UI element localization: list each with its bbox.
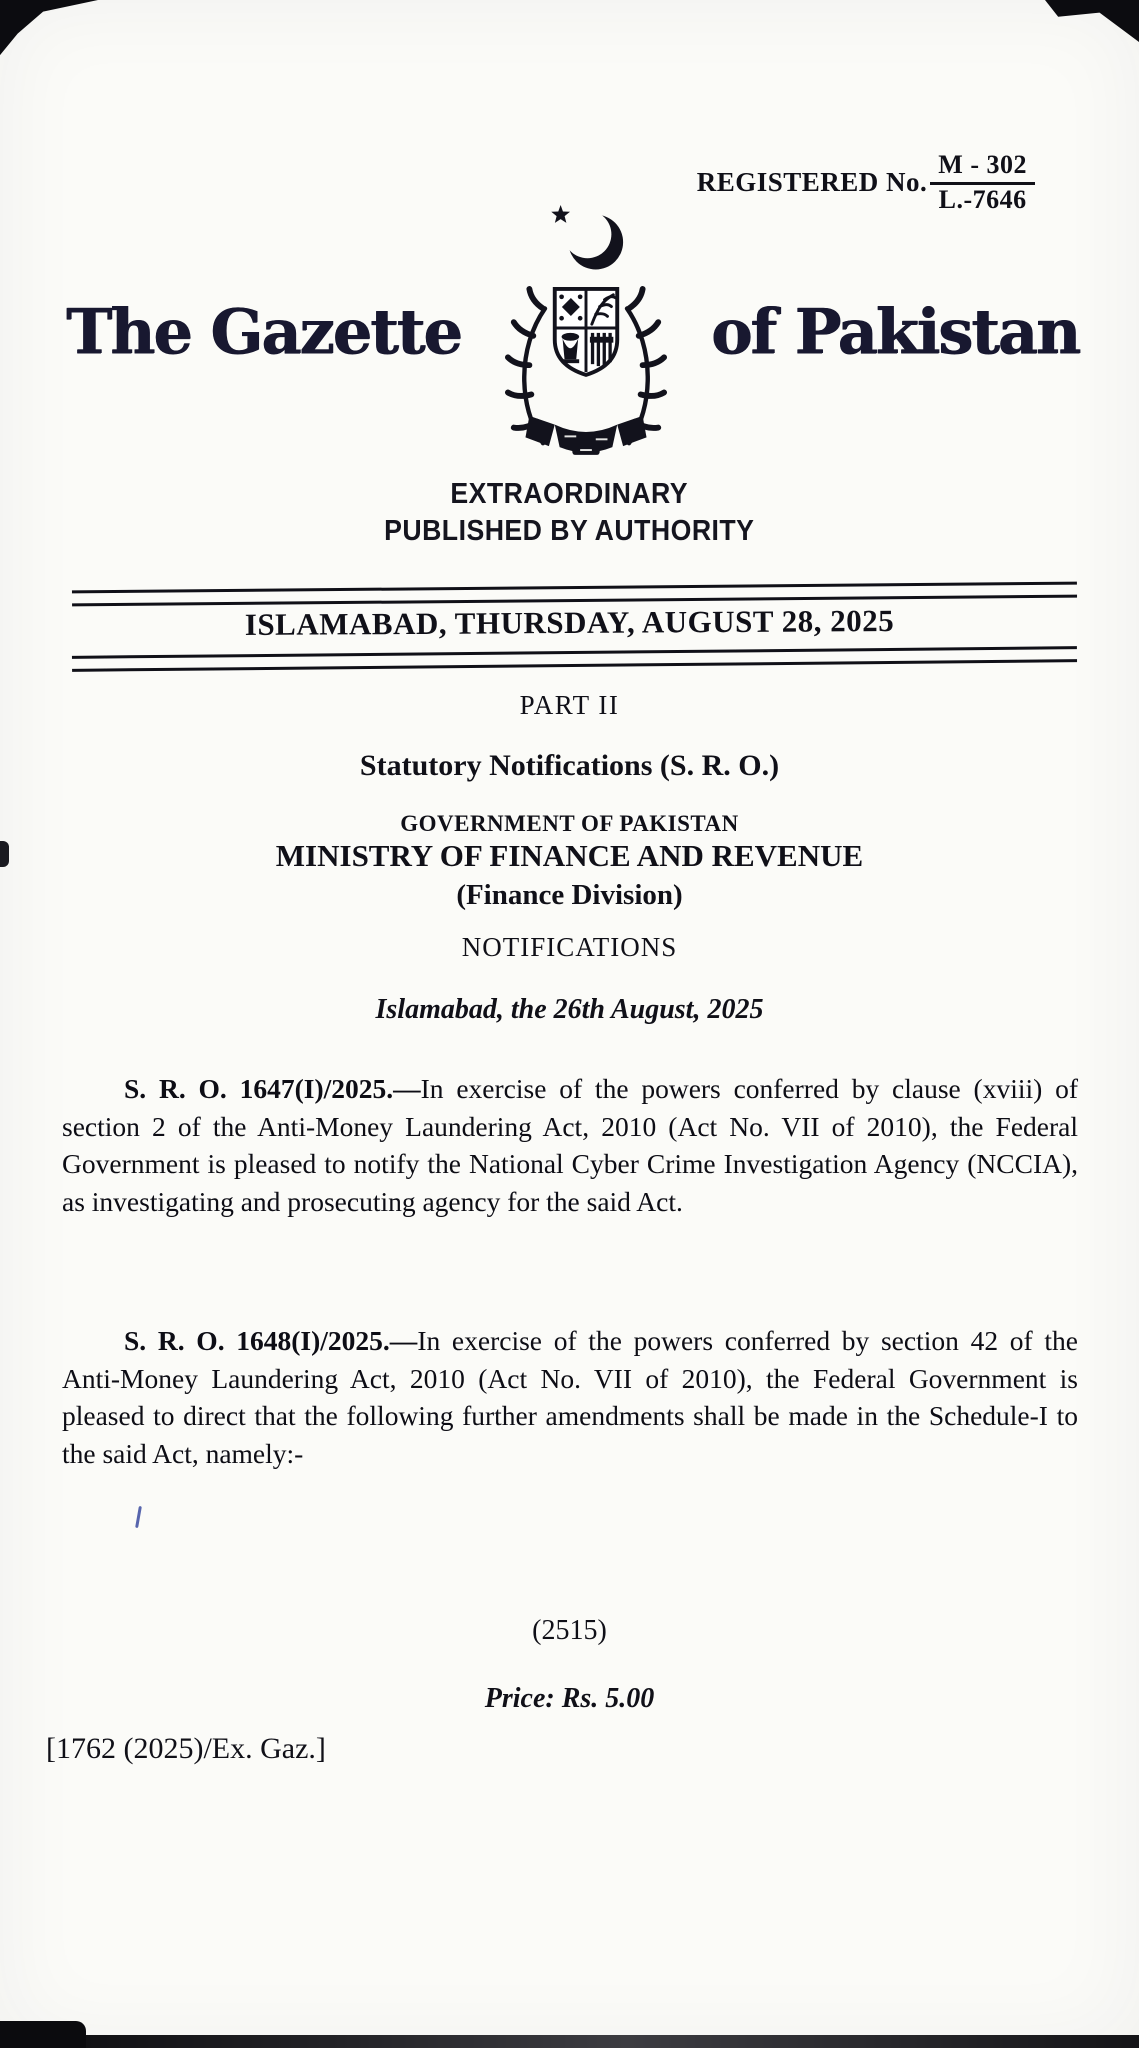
place-and-date: Islamabad, the 26th August, 2025 xyxy=(375,994,764,1025)
government-heading: GOVERNMENT OF PAKISTAN xyxy=(400,811,739,836)
sro-number-1648: S. R. O. 1648(I)/2025.— xyxy=(124,1325,418,1356)
section-title: Statutory Notifications (S. R. O.) xyxy=(359,749,780,782)
notification-paragraph-1 xyxy=(62,1070,1078,1220)
notifications-heading: NOTIFICATIONS xyxy=(461,932,678,962)
registered-label: REGISTERED No. xyxy=(696,167,928,198)
scan-artifact-top-right xyxy=(1045,0,1139,42)
price-line: Price: Rs. 5.00 xyxy=(484,1683,655,1714)
scan-artifact-bottom-left xyxy=(0,2021,86,2048)
dateline: ISLAMABAD, THURSDAY, AUGUST 28, 2025 xyxy=(244,603,895,642)
registered-number-bottom: L.-7646 xyxy=(938,184,1027,214)
notification-paragraph-2 xyxy=(62,1322,1078,1472)
part-heading: PART II xyxy=(519,690,620,720)
footer-reference: [1762 (2025)/Ex. Gaz.] xyxy=(46,1732,326,1765)
pakistan-emblem-icon xyxy=(504,198,668,465)
gazette-subtitle xyxy=(0,476,1139,550)
notification-body-1648: In exercise of the powers conferred by section 42 of the Anti-Money Laundering Act, 2010 (Act No. VII of 2010), the Federal Government is pleased to direct that the following further amendments shall be made in the Schedule-I to the said Act, namely:- xyxy=(62,1325,1078,1469)
double-rule-bottom xyxy=(72,646,1077,672)
masthead-title-left: The Gazette xyxy=(66,294,461,368)
masthead-title-right: of Pakistan xyxy=(710,294,1079,368)
masthead xyxy=(66,194,1079,468)
scan-artifact-top-left xyxy=(0,0,98,58)
division-heading: (Finance Division) xyxy=(456,879,683,911)
sro-number-1647: S. R. O. 1647(I)/2025.— xyxy=(124,1073,421,1104)
scan-artifact-bottom-strip xyxy=(0,2035,1139,2048)
ministry-heading: MINISTRY OF FINANCE AND REVENUE xyxy=(275,838,864,873)
registered-number-top: M - 302 xyxy=(930,150,1035,185)
page-number: (2515) xyxy=(532,1615,607,1646)
subtitle-published-by-authority: PUBLISHED BY AUTHORITY xyxy=(384,515,755,547)
stray-pen-mark xyxy=(135,1506,142,1528)
subtitle-extraordinary: EXTRAORDINARY xyxy=(450,478,689,510)
notification-body-1647: In exercise of the powers conferred by clause (xviii) of section 2 of the Anti-Money Laundering Act, 2010 (Act No. VII of 2010), the Federal Government is pleased to notify the National Cyber Crime Investigation Agency (NCCIA), as investigating and prosecuting agency for the said Act. xyxy=(62,1073,1078,1217)
